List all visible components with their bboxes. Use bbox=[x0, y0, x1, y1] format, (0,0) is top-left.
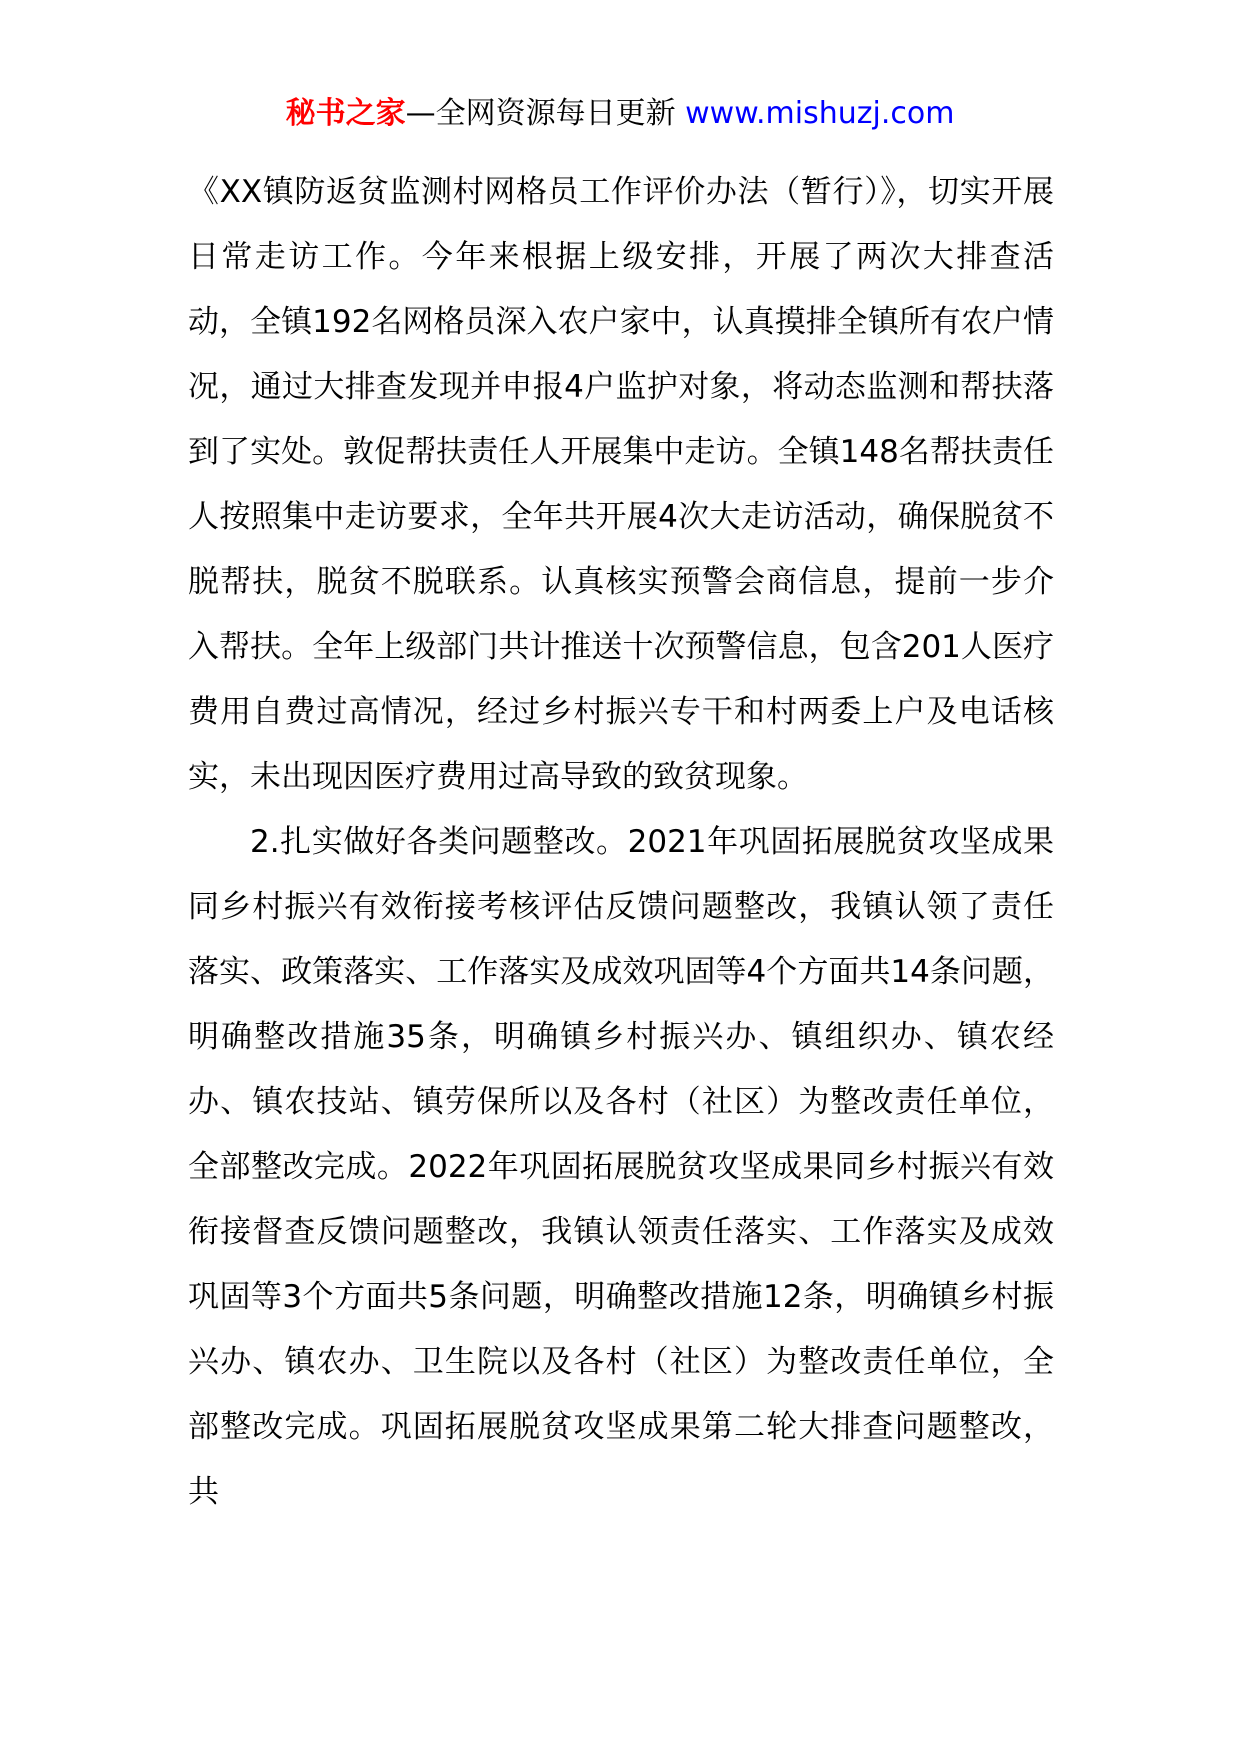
paragraph: 《XX镇防返贫监测村网格员工作评价办法（暂行）》，切实开展日常走访工作。今年来根据上级安排，开展了两次大排查活动，全镇192名网格员深入农户家中，认真摸排全镇所有农户情况，通过大排查发现并申报4户监护对象，将动态监测和帮扶落到了实处。敦促帮扶责任人开展集中走访。全镇148名帮扶责任人按照集中走访要求，全年共开展4次大走访活动，确保脱贫不脱帮扶，脱贫不脱联系。认真核实预警会商信息，提前一步介入帮扶。全年上级部门共计推送十次预警信息，包含201人医疗费用自费过高情况，经过乡村振兴专干和村两委上户及电话核实，未出现因医疗费用过高导致的致贫现象。 bbox=[188, 174, 1054, 795]
website-link[interactable]: www.mishuzj.com bbox=[685, 96, 955, 131]
paragraph: 2.扎实做好各类问题整改。2021年巩固拓展脱贫攻坚成果同乡村振兴有效衔接考核评估反馈问题整改，我镇认领了责任落实、政策落实、工作落实及成效巩固等4个方面共14条问题，明确整改措施35条，明确镇乡村振兴办、镇组织办、镇农经办、镇农技站、镇劳保所以及各村（社区）为整改责任单位，全部整改完成。2022年巩固拓展脱贫攻坚成果同乡村振兴有效衔接督查反馈问题整改，我镇认领责任落实、工作落实及成效巩固等3个方面共5条问题，明确整改措施12条，明确镇乡村振兴办、镇农办、卫生院以及各村（社区）为整改责任单位，全部整改完成。巩固拓展脱贫攻坚成果第二轮大排查问题整改，共 bbox=[188, 824, 1054, 1510]
page-header bbox=[0, 94, 1240, 134]
brand-name: 秘书之家 bbox=[285, 96, 406, 131]
document-body bbox=[188, 160, 1054, 1525]
header-tagline: —全网资源每日更新 bbox=[405, 96, 686, 131]
